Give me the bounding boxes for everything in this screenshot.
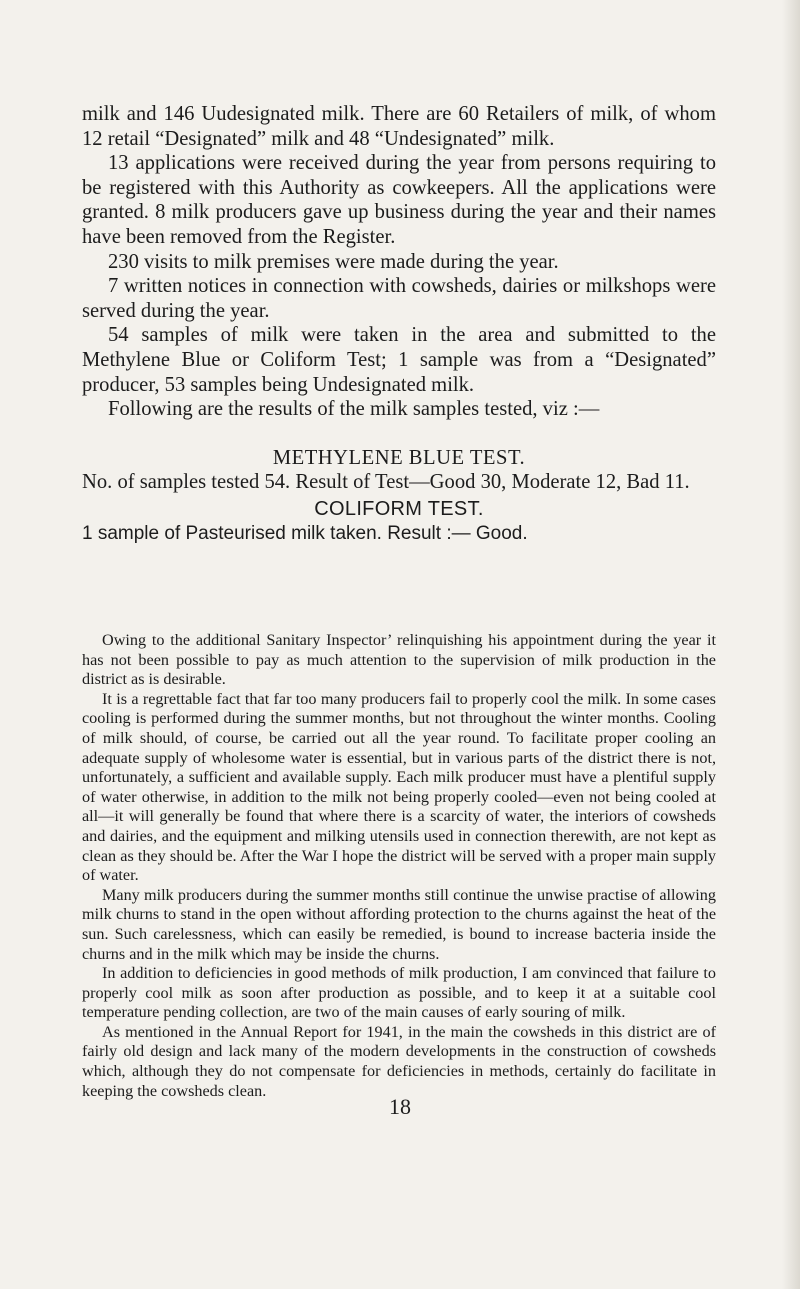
paragraph-samples: 54 samples of milk were taken in the area and submitted to the Methylene Blue or Coliform Test; 1 sample was from a “Designated” producer, 53 samples being Undesignated milk. bbox=[82, 324, 716, 396]
methylene-blue-result: No. of samples tested 54. Result of Test—Good 30, Moderate 12, Bad 11. bbox=[82, 471, 690, 494]
paragraph-applications: 13 applications were received during the year from persons requiring to be registered with this Authority as cowkeepers. All the applications were granted. 8 milk producers gave up business during the year and their names have been removed from the Register. bbox=[82, 152, 716, 248]
paragraph-retailers: milk and 146 Uudesignated milk. There are 60 Retailers of milk, of whom 12 retail “Designated” milk and 48 “Undesignated” milk. bbox=[82, 103, 716, 150]
upper-text-section bbox=[82, 102, 716, 546]
paragraph-visits: 230 visits to milk premises were made during the year. bbox=[108, 250, 559, 273]
paragraph-notices: 7 written notices in connection with cowsheds, dairies or milkshops were served during the year. bbox=[82, 275, 716, 322]
paragraph-churns: Many milk producers during the summer months still continue the unwise practise of allowing milk churns to stand in the open without affording protection to the churns against the heat of the sun. Such carelessness, which can easily be remedied, is bound to increase bacteria inside the churns and in the milk which may be inside the churns. bbox=[82, 885, 716, 963]
paragraph-inspector: Owing to the additional Sanitary Inspector’ relinquishing his appointment during the year it has not been possible to pay as much attention to the supervision of milk production in the district as is desirable. bbox=[82, 631, 716, 689]
page-number: 18 bbox=[389, 1094, 411, 1119]
paragraph-cooling: It is a regrettable fact that far too many producers fail to properly cool the milk. In some cases cooling is performed during the summer months, but not throughout the winter months. Cooling of milk should, of course, be carried out all the year round. To facilitate proper cooling an adequate supply of wholesome water is essential, but in various parts of the district there is not, unfortunately, a sufficient and available supply. Each milk producer must have a plentiful supply of water otherwise, in addition to the milk not being properly cooled—even not being cooled at all—it will generally be found that where there is a scarcity of water, the interiors of cowsheds and dairies, and the equipment and milking utensils used in connection therewith, are not kept as clean as they should be. After the War I hope the district will be served with a proper main supply of water. bbox=[82, 689, 716, 885]
lower-text-section bbox=[82, 631, 716, 1101]
paragraph-cowsheds: As mentioned in the Annual Report for 1941, in the main the cowsheds in this district are of fairly old design and lack many of the modern developments in the construction of cowsheds which, although they do not compensate for deficiencies in methods, certainly do facilitate in keeping the cowsheds clean. bbox=[82, 1022, 716, 1100]
methylene-blue-heading: METHYLENE BLUE TEST. bbox=[272, 446, 526, 469]
paragraph-souring: In addition to deficiencies in good methods of milk production, I am convinced that failure to properly cool milk as soon after production as possible, and to keep it at a suitable cool temperature pending collection, are two of the main causes of early souring of milk. bbox=[82, 964, 716, 1022]
paragraph-results-intro: Following are the results of the milk samples tested, viz :— bbox=[108, 398, 600, 421]
coliform-heading: COLIFORM TEST. bbox=[314, 497, 484, 520]
coliform-result: 1 sample of Pasteurised milk taken. Result :— Good. bbox=[82, 522, 528, 544]
